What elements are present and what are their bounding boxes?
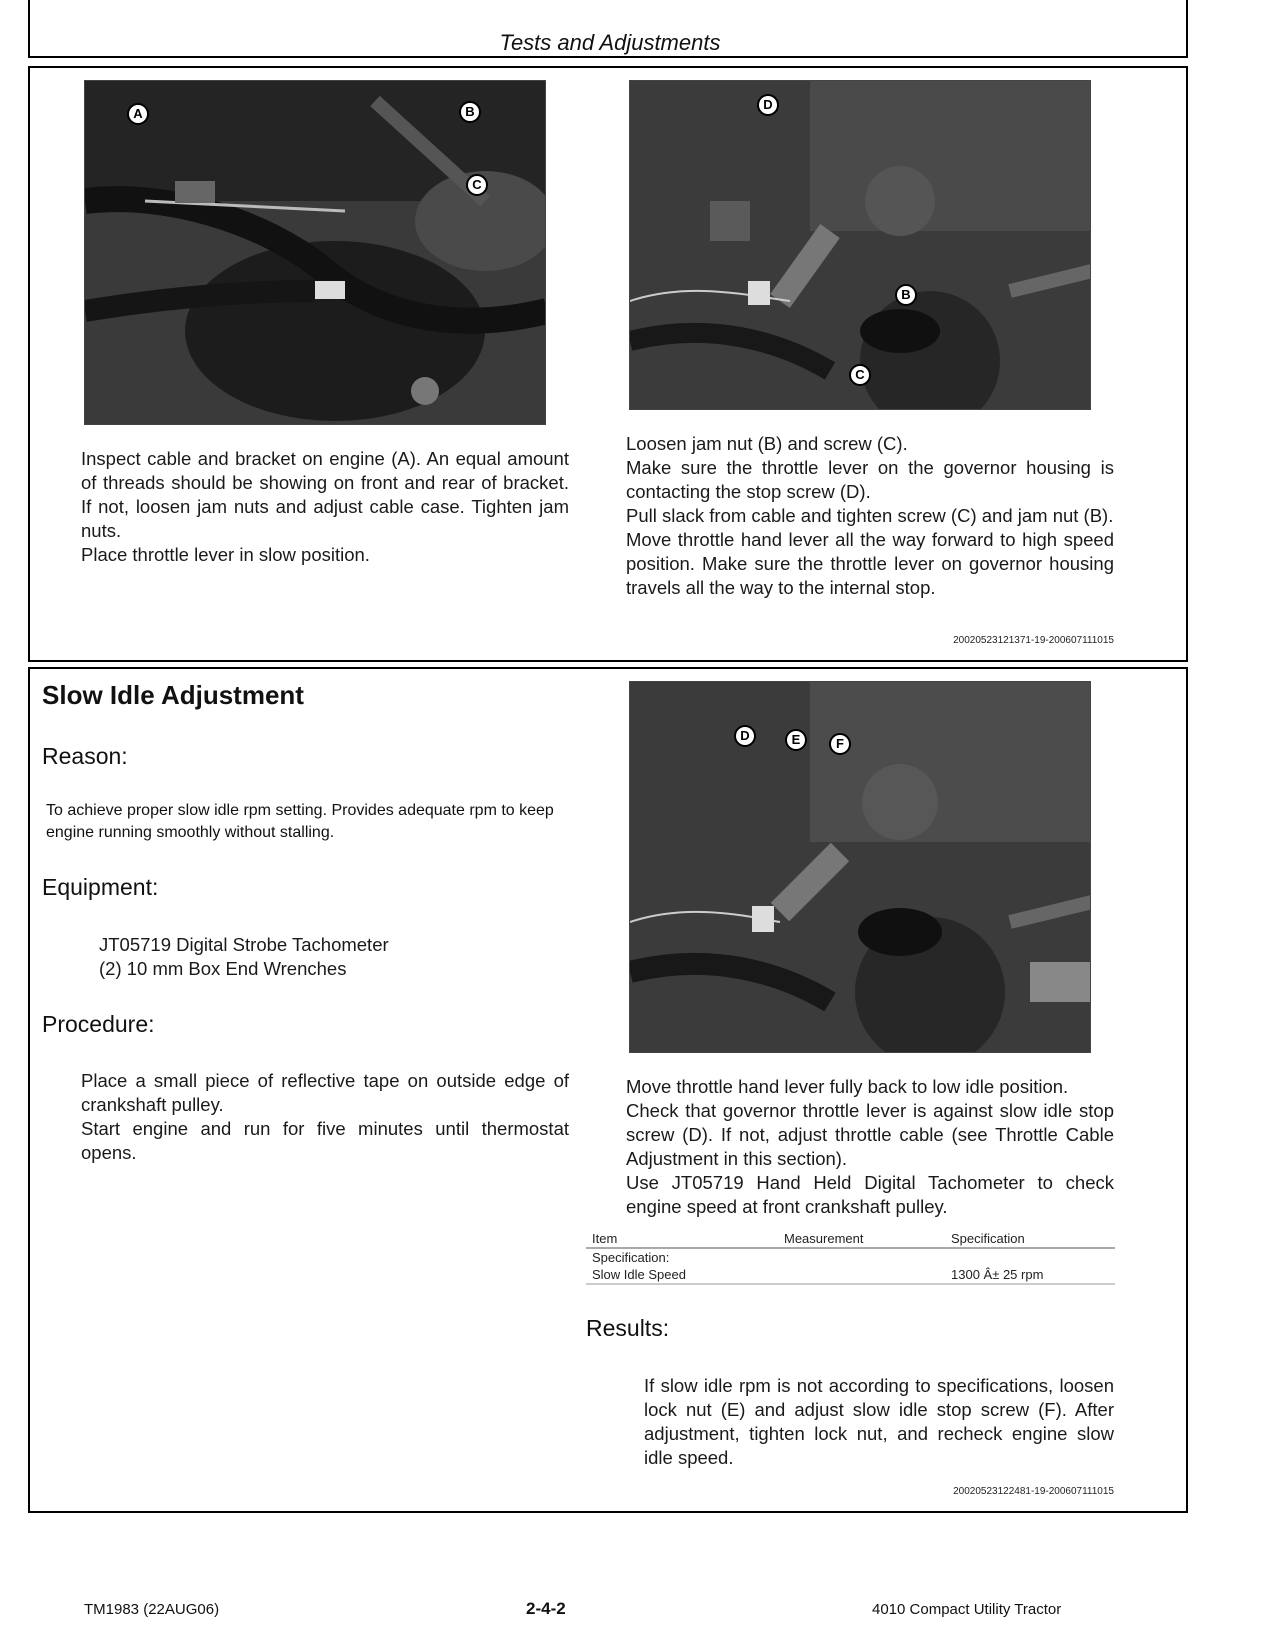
paragraph: Place a small piece of reflective tape on outside edge of crankshaft pulley. (81, 1070, 569, 1115)
paragraph: Move throttle hand lever fully back to low idle position. (626, 1076, 1069, 1097)
table-cell (778, 1266, 945, 1284)
callout-c: C (849, 364, 871, 386)
group-label: Specification: (592, 1250, 670, 1265)
paragraph: Use JT05719 Hand Held Digital Tachometer to check engine speed at front crankshaft pulley. (626, 1172, 1114, 1217)
column-header-item: Item (586, 1230, 778, 1248)
cable-inspection-text (81, 447, 569, 567)
slow-idle-instructions-text (626, 1075, 1114, 1219)
callout-d: D (734, 725, 756, 747)
paragraph: Pull slack from cable and tighten screw (C) and jam nut (B). (626, 505, 1114, 526)
paragraph: Start engine and run for five minutes until thermostat opens. (81, 1118, 569, 1163)
callout-f: F (829, 733, 851, 755)
footer-page-number: 2-4-2 (526, 1599, 566, 1618)
list-item: (2) 10 mm Box End Wrenches (99, 958, 347, 979)
callout-e: E (785, 729, 807, 751)
page-header-title: Tests and Adjustments (499, 30, 721, 55)
callout-a: A (127, 103, 149, 125)
results-text: If slow idle rpm is not according to specifications, loosen lock nut (E) and adjust slow idle stop screw (F). After adjustment, tighten lock nut, and recheck engine slow idle speed. (644, 1375, 1114, 1468)
table-row (586, 1266, 1115, 1284)
engine-cable-photo (84, 80, 546, 425)
reference-id: 20020523122481-19-200607111015 (953, 1486, 1114, 1497)
equipment-heading: Equipment: (42, 874, 159, 900)
column-header-specification: Specification (945, 1230, 1115, 1248)
footer-product-name: 4010 Compact Utility Tractor (872, 1601, 1062, 1618)
reason-heading: Reason: (42, 743, 128, 769)
callout-d: D (757, 94, 779, 116)
procedure-text (81, 1069, 569, 1165)
paragraph: Place throttle lever in slow position. (81, 544, 370, 565)
procedure-heading: Procedure: (42, 1011, 155, 1037)
list-item: JT05719 Digital Strobe Tachometer (99, 934, 389, 955)
section-title: Slow Idle Adjustment (42, 680, 304, 710)
footer-doc-code: TM1983 (22AUG06) (84, 1601, 220, 1618)
callout-b: B (895, 284, 917, 306)
table-cell: Slow Idle Speed (586, 1266, 778, 1284)
specification-table (586, 1230, 1115, 1285)
reference-id: 20020523121371-19-200607111015 (953, 635, 1114, 646)
equipment-list (99, 933, 389, 981)
callout-c: C (466, 174, 488, 196)
paragraph: Loosen jam nut (B) and screw (C). (626, 433, 908, 454)
table-group-row (586, 1248, 1115, 1266)
jam-nut-instructions-text (626, 432, 1114, 600)
callout-b: B (459, 101, 481, 123)
table-cell: 1300 Â± 25 rpm (945, 1266, 1115, 1284)
paragraph: Make sure the throttle lever on the governor housing is contacting the stop screw (D). (626, 457, 1114, 502)
slow-idle-screw-photo (629, 681, 1091, 1053)
paragraph: Move throttle hand lever all the way forward to high speed position. Make sure the throttle lever on governor housing travels all the way to the internal stop. (626, 529, 1114, 598)
column-header-measurement: Measurement (778, 1230, 945, 1248)
table-header-row (586, 1230, 1115, 1248)
governor-housing-photo (629, 80, 1091, 410)
paragraph: Check that governor throttle lever is against slow idle stop screw (D). If not, adjust throttle cable (see Throttle Cable Adjustment in this section). (626, 1100, 1114, 1169)
results-heading: Results: (586, 1315, 670, 1341)
reason-text: To achieve proper slow idle rpm setting. Provides adequate rpm to keep engine running smoothly without stalling. (46, 802, 554, 841)
paragraph: Inspect cable and bracket on engine (A). An equal amount of threads should be showing on front and rear of bracket. If not, loosen jam nuts and adjust cable case. Tighten jam nuts. (81, 448, 569, 541)
